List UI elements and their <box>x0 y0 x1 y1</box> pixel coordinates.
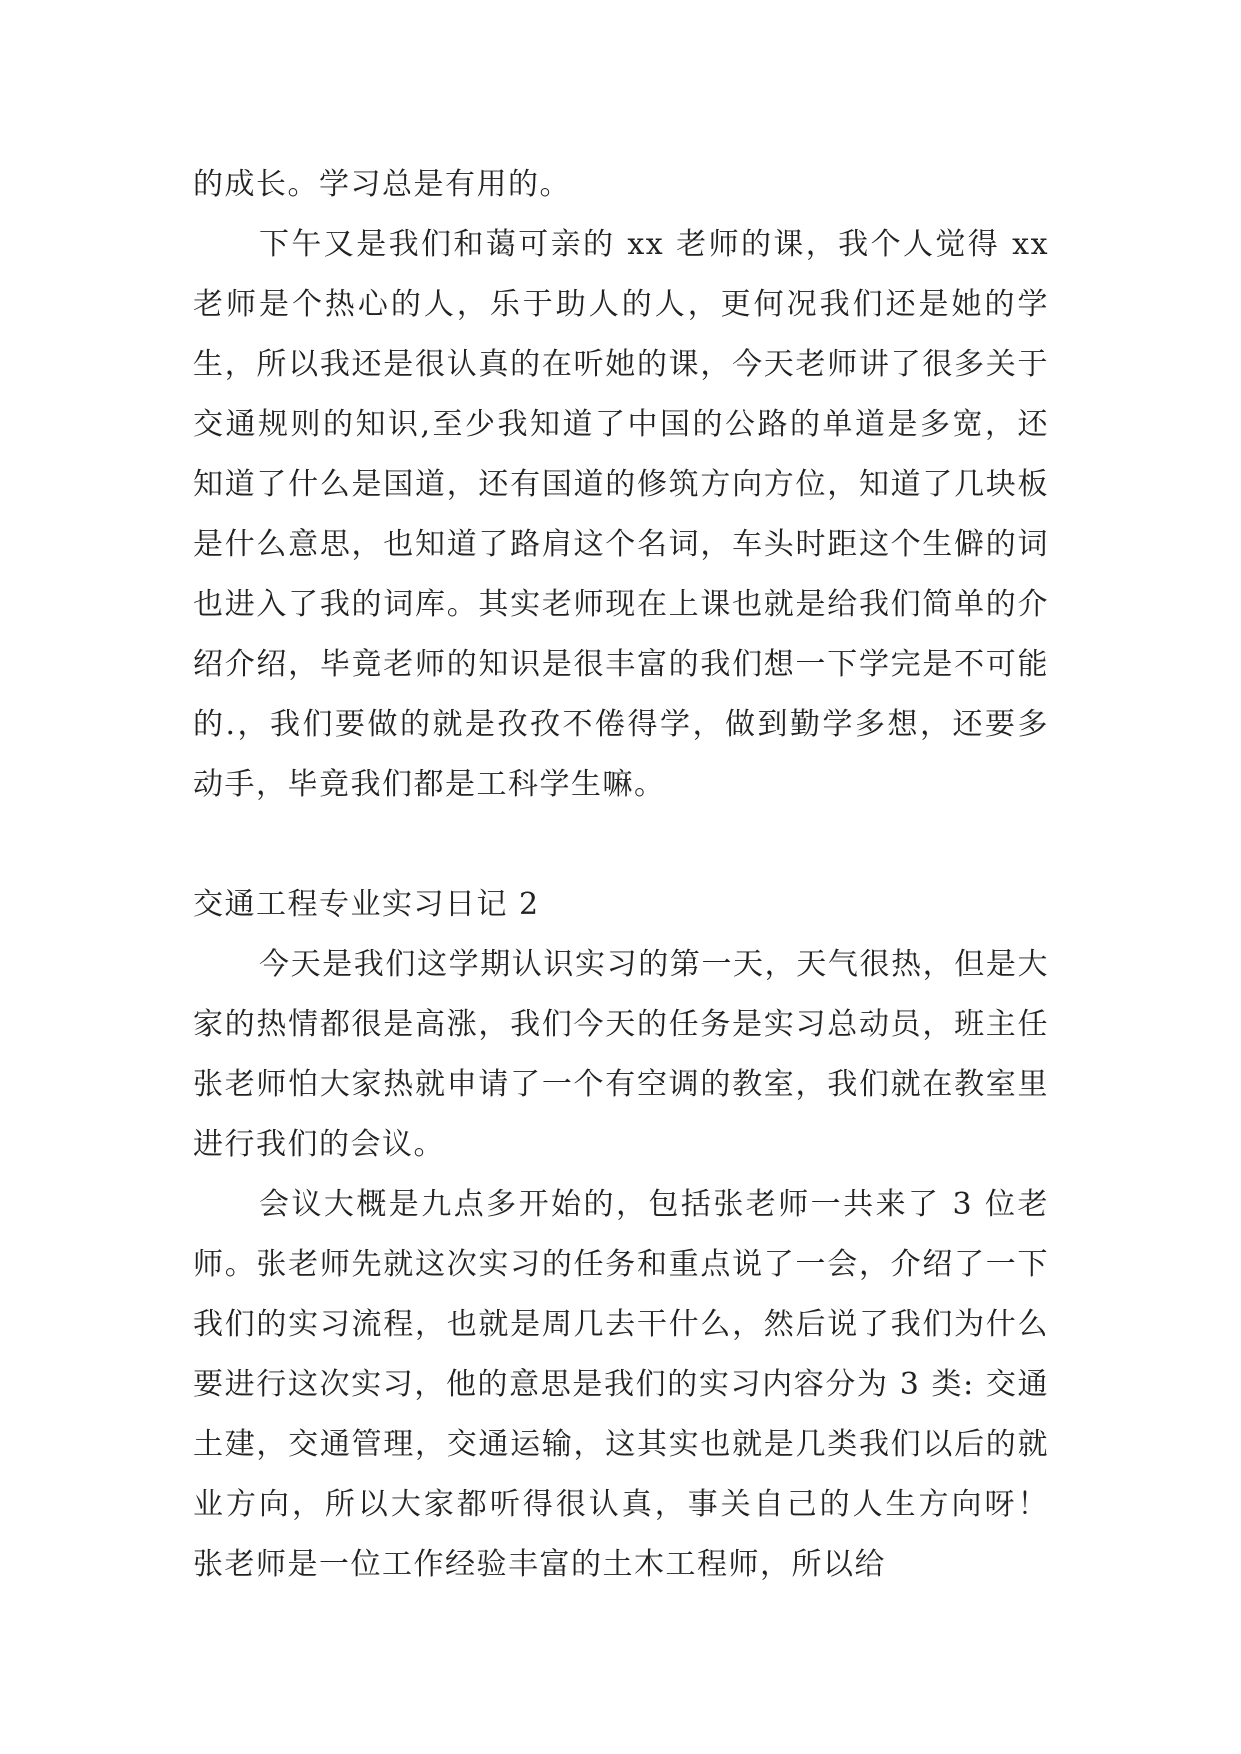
paragraph-continuation: 的成长。学习总是有用的。 <box>193 167 571 202</box>
paragraph-afternoon-class: 下午又是我们和蔼可亲的 xx 老师的课，我个人觉得 xx 老师是个热心的人，乐于助人的人，更何况我们还是她的学生，所以我还是很认真的在听她的课，今天老师讲了很多关于交通规则的知识,至少我知道了中国的公路的单道是多宽，还知道了什么是国道，还有国道的修筑方向方位，知道了几块板是什么意思，也知道了路肩这个名词，车头时距这个生僻的词也进入了我的词库。其实老师现在上课也就是给我们简单的介绍介绍，毕竟老师的知识是很丰富的我们想一下学完是不可能的.，我们要做的就是孜孜不倦得学，做到勤学多想，还要多动手，毕竟我们都是工科学生嘛。 <box>193 227 1049 802</box>
section-heading: 交通工程专业实习日记 2 <box>193 887 540 922</box>
document-body <box>193 155 1092 1595</box>
paragraph-meeting: 会议大概是九点多开始的，包括张老师一共来了 3 位老师。张老师先就这次实习的任务和重点说了一会，介绍了一下我们的实习流程，也就是周几去干什么，然后说了我们为什么要进行这次实习，他的意思是我们的实习内容分为 3 类: 交通土建，交通管理，交通运输，这其实也就是几类我们以后的就业方向，所以大家都听得很认真，事关自己的人生方向呀！ 张老师是一位工作经验丰富的土木工程师，所以给 <box>193 1187 1092 1582</box>
paragraph-first-day: 今天是我们这学期认识实习的第一天，天气很热，但是大家的热情都很是高涨，我们今天的任务是实习总动员，班主任张老师怕大家热就申请了一个有空调的教室，我们就在教室里进行我们的会议。 <box>193 947 1049 1162</box>
